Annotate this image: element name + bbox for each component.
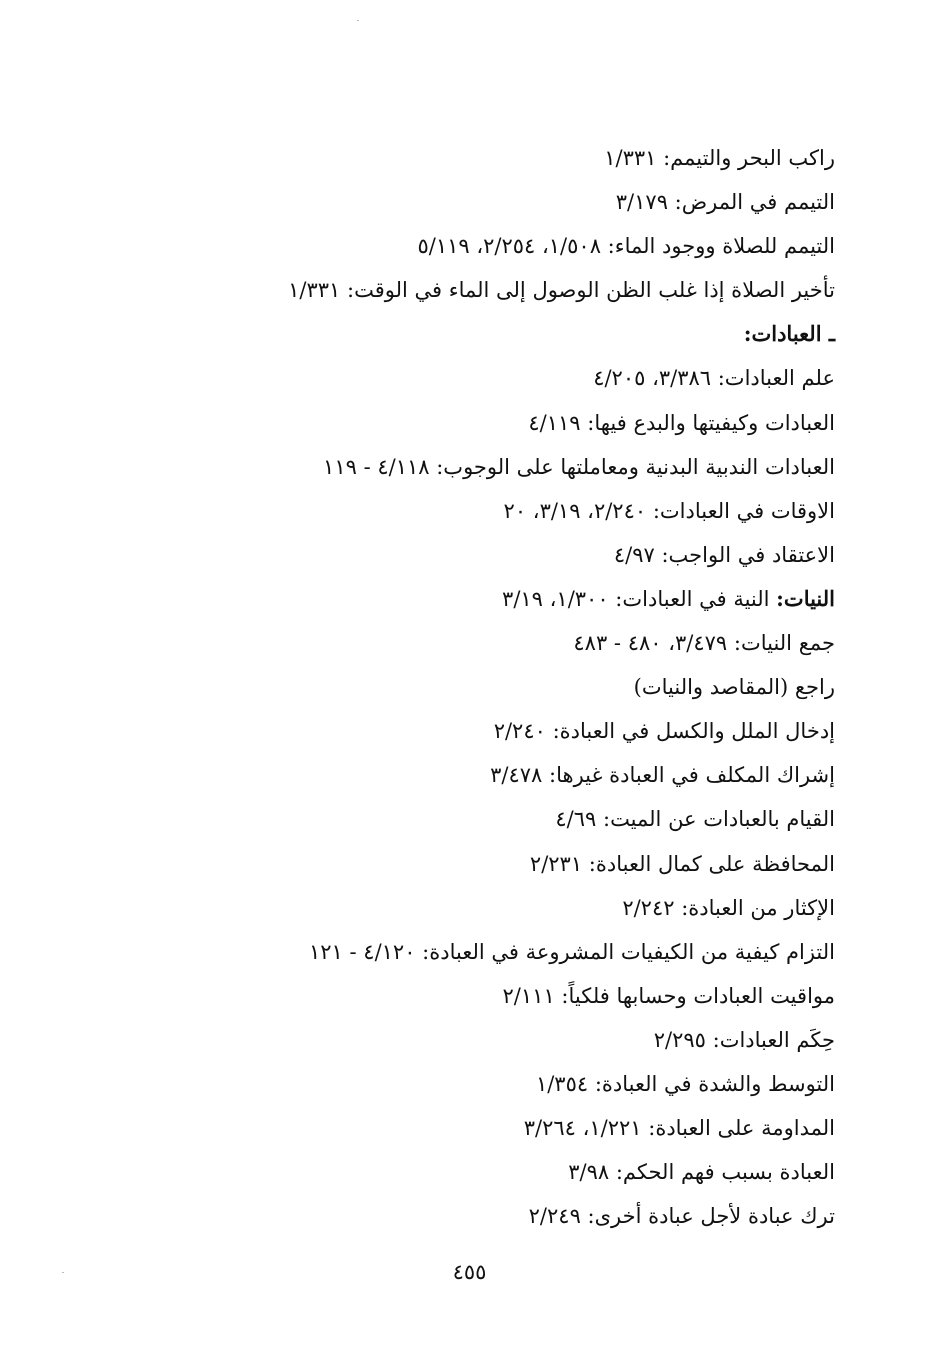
index-entry: جمع النيات: ٣/٤٧٩، ٤٨٠ - ٤٨٣ xyxy=(573,631,835,656)
index-entry: المحافظة على كمال العبادة: ٢/٢٣١ xyxy=(529,851,835,876)
index-entry: التزام كيفية من الكيفيات المشروعة في العبادة: ٤/١٢٠ - ١٢١ xyxy=(309,939,835,964)
index-entry: راكب البحر والتيمم: ١/٣٣١ xyxy=(604,146,835,170)
index-entries xyxy=(75,136,835,1238)
subheading-niyyat: النيات: xyxy=(776,585,835,611)
index-entry: المداومة على العبادة: ١/٢٢١، ٣/٢٦٤ xyxy=(523,1116,835,1141)
index-entry: العبادات الندبية البدنية ومعاملتها على الوجوب: ٤/١١٨ - ١١٩ xyxy=(323,454,835,479)
section-heading-ibadat: ـ العبادات: xyxy=(743,321,835,347)
index-entry: التوسط والشدة في العبادة: ١/٣٥٤ xyxy=(535,1071,835,1096)
index-entry: مواقيت العبادات وحسابها فلكياً: ٢/١١١ xyxy=(502,983,835,1008)
index-entry: الإكثار من العبادة: ٢/٢٤٢ xyxy=(622,895,835,920)
index-entry: راجع (المقاصد والنيات) xyxy=(633,675,835,700)
index-entry: الاوقات في العبادات: ٢/٢٤٠، ٣/١٩، ٢٠ xyxy=(503,498,835,523)
index-entry: الاعتقاد في الواجب: ٤/٩٧ xyxy=(613,542,835,567)
index-entry: إشراك المكلف في العبادة غيرها: ٣/٤٧٨ xyxy=(490,763,835,788)
index-entry: النيات: النية في العبادات: ١/٣٠٠، ٣/١٩ xyxy=(502,585,835,611)
index-entry: إدخال الملل والكسل في العبادة: ٢/٢٤٠ xyxy=(493,719,835,744)
index-entry: العبادة بسبب فهم الحكم: ٣/٩٨ xyxy=(568,1160,835,1185)
index-entry: التيمم للصلاة ووجود الماء: ١/٥٠٨، ٢/٢٥٤، ٥/١١٩ xyxy=(417,234,835,259)
index-entry: تأخير الصلاة إذا غلب الظن الوصول إلى الماء في الوقت: ١/٣٣١ xyxy=(288,278,835,303)
index-entry: حِكَم العبادات: ٢/٢٩٥ xyxy=(653,1027,835,1052)
index-entry: التيمم في المرض: ٣/١٧٩ xyxy=(615,190,835,215)
page-number: ٤٥٥ xyxy=(452,1260,487,1284)
scan-mark-top xyxy=(357,20,359,21)
index-entry: القيام بالعبادات عن الميت: ٤/٦٩ xyxy=(555,807,835,832)
index-entry: العبادات وكيفيتها والبدع فيها: ٤/١١٩ xyxy=(528,410,835,435)
index-entry: ترك عبادة لأجل عبادة أخرى: ٢/٢٤٩ xyxy=(528,1204,835,1229)
index-entry: علم العبادات: ٣/٣٨٦، ٤/٢٠٥ xyxy=(593,366,835,391)
